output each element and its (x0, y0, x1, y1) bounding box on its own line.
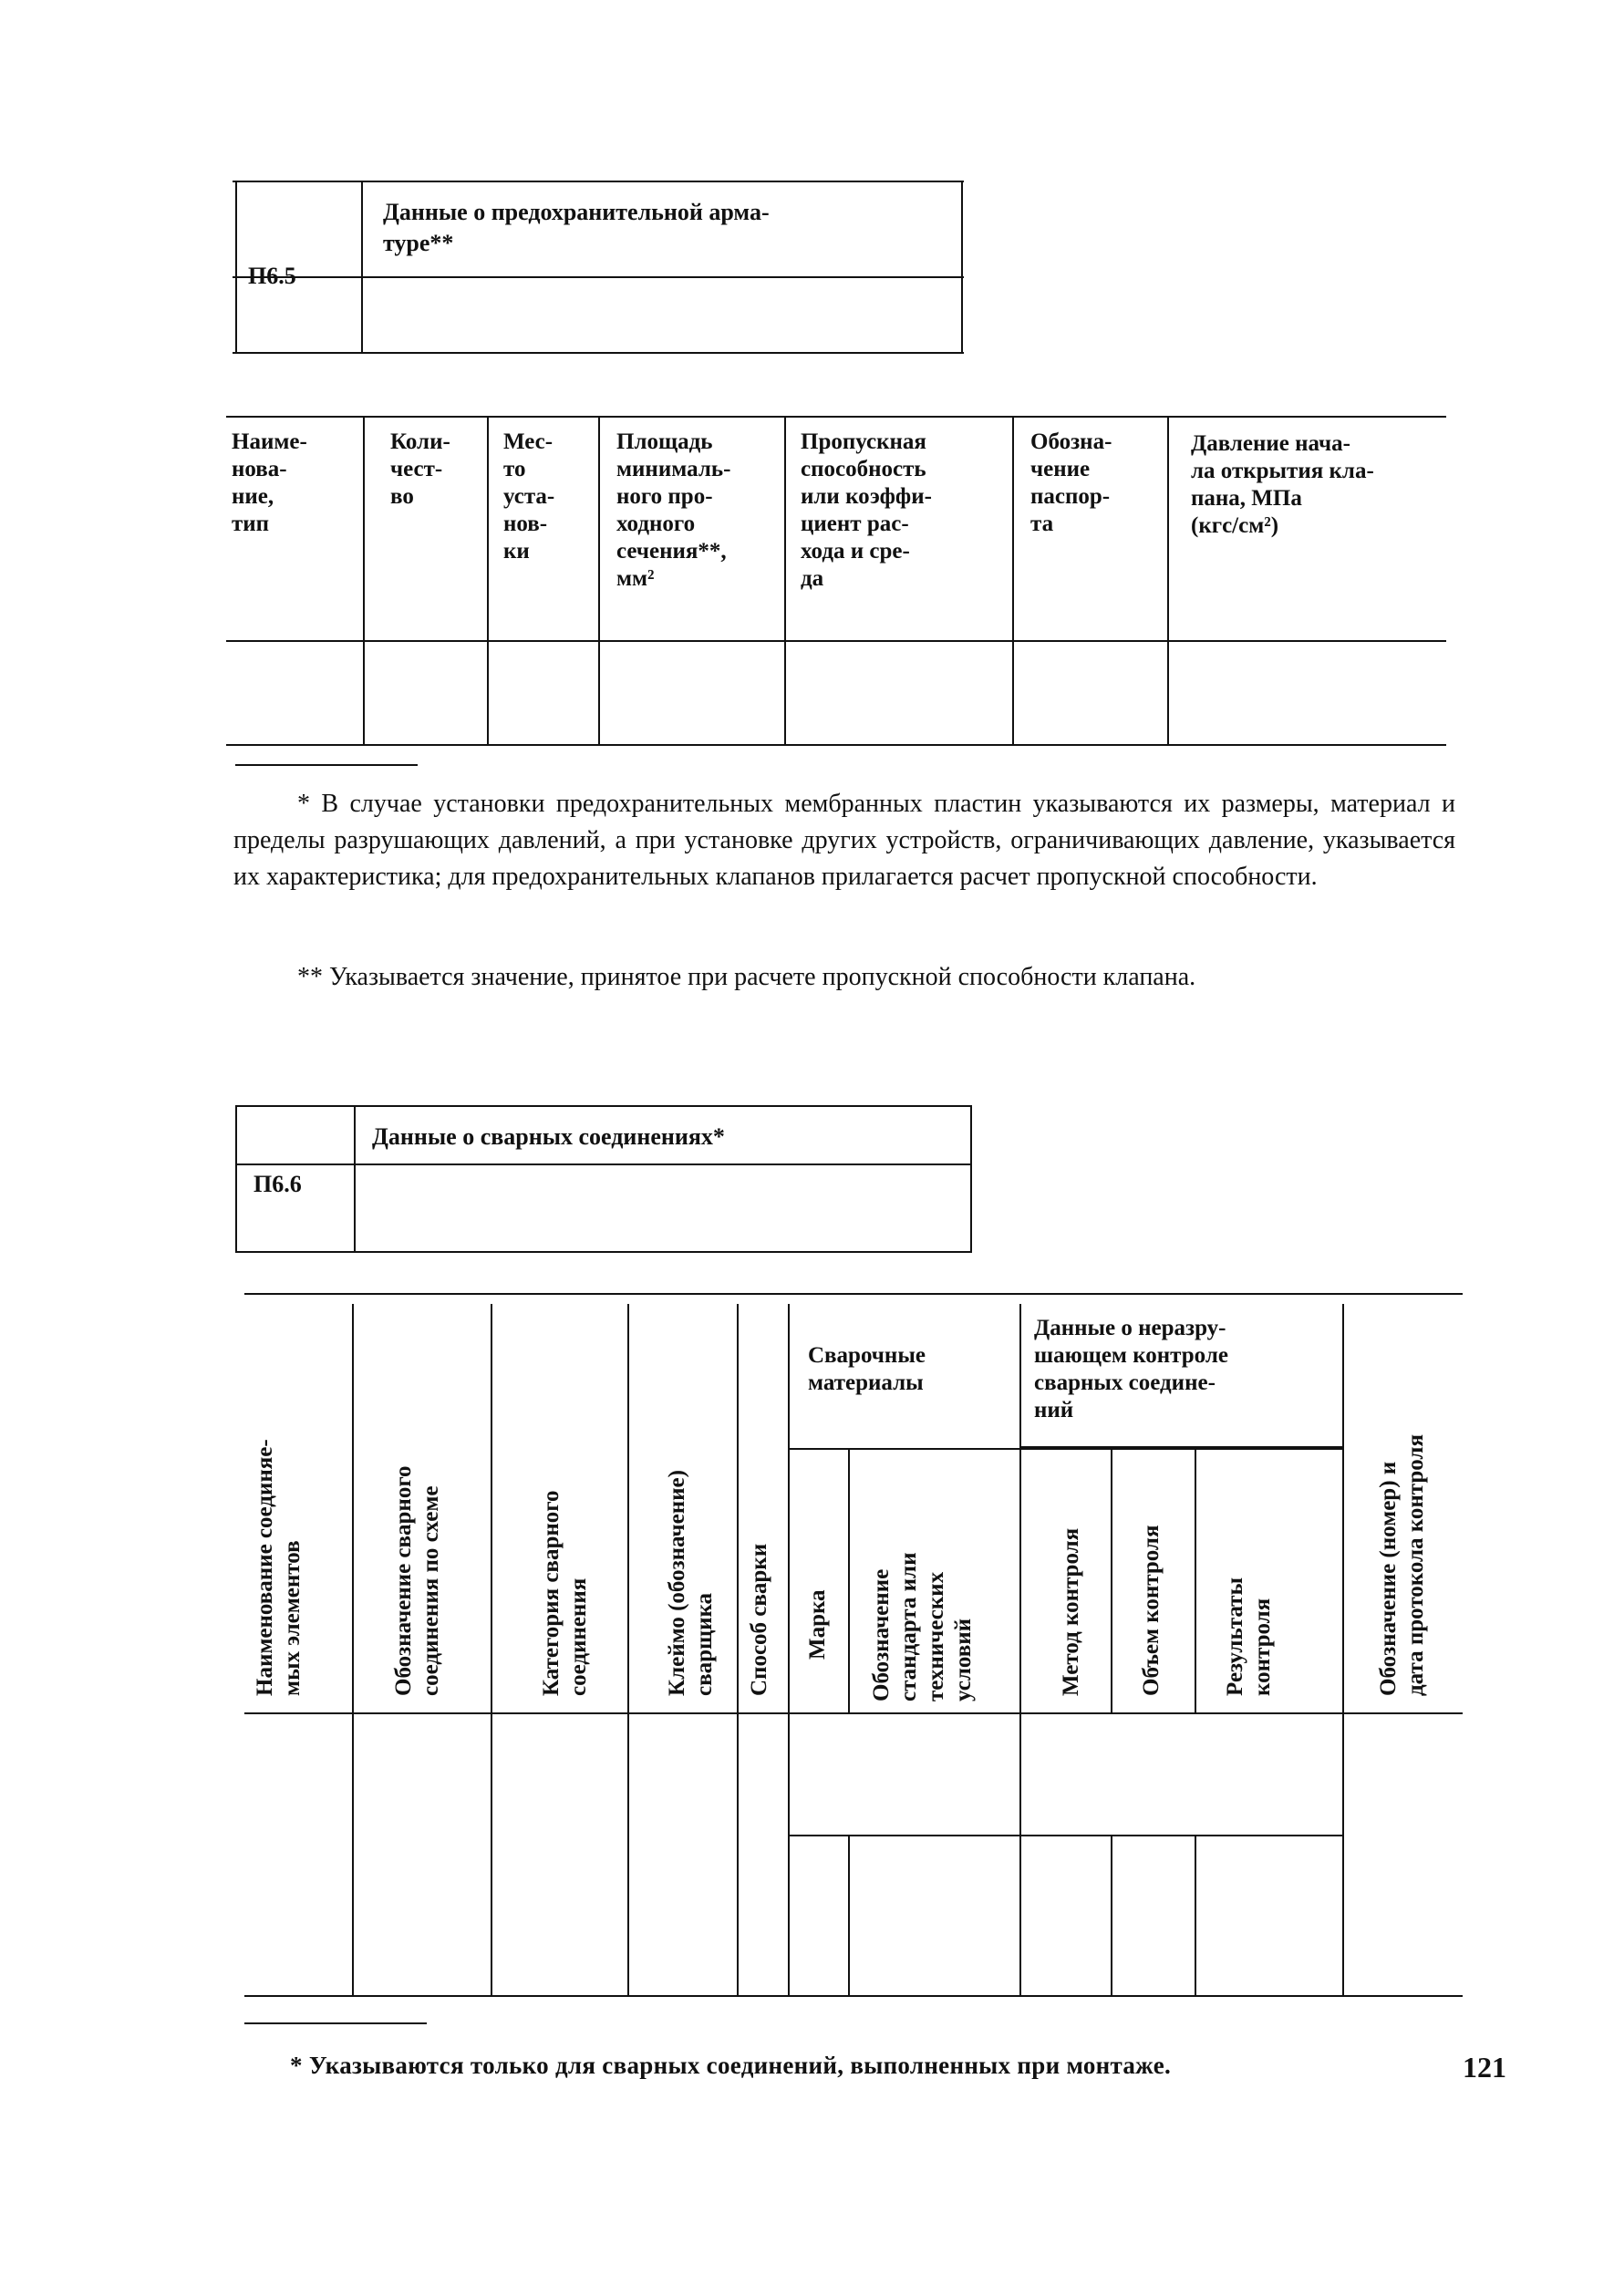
welds-header-protocol: Обозначение (номер) и дата протокола контроля (1376, 1434, 1428, 1696)
section-p65-code: П6.5 (248, 263, 296, 289)
welds-header-names: Наименование соединяе- мых элементов (253, 1439, 305, 1696)
section-p66-code: П6.6 (253, 1171, 302, 1197)
valves-header-capacity: Пропускная способность или коэффи- циент рас- хода и сре- да (801, 429, 932, 591)
footnote-p66: * Указываются только для сварных соединений, выполненных при монтаже. (290, 2052, 1172, 2079)
footnote-separator-2 (244, 2022, 427, 2024)
footnote-star2: ** Указывается значение, принятое при расчете пропускной способности клапана. (297, 963, 1196, 991)
footnote-separator (235, 764, 418, 766)
valves-header-quantity: Коли- чест- во (390, 429, 450, 509)
section-p66-title: Данные о сварных соединениях* (372, 1123, 725, 1150)
welds-header-ndt-method: Метод контроля (1059, 1527, 1083, 1696)
valves-header-area: Площадь минималь- ного про- ходного сечения**, мм² (616, 429, 731, 591)
footnote-star1: * В случае установки предохранительных мембранных пластин указываются их размеры, материал и пределы разрушающих давлений, а при установке других устройств, ограничивающих давление, указывается их характеристика; для предохранительных клапанов прилагается расчет пропускной способности. (233, 790, 1455, 891)
welds-header-standard: Обозначение стандарта или технических условий (869, 1552, 976, 1701)
welds-header-designation: Обозначение сварного соединения по схеме (391, 1465, 443, 1696)
welds-header-brand: Марка (805, 1589, 830, 1660)
welds-header-ndt-volume: Объем контроля (1139, 1525, 1164, 1696)
welds-group-ndt: Данные о неразру- шающем контроле сварных соедине- ний (1034, 1316, 1228, 1422)
valves-header-passport: Обозна- чение паспор- та (1030, 429, 1112, 536)
valves-header-pressure: Давление нача- ла открытия кла- пана, МПа (кгс/см²) (1191, 431, 1374, 538)
welds-header-ndt-results: Результаты контроля (1223, 1577, 1275, 1696)
page-number: 121 (1463, 2051, 1506, 2084)
welds-header-method: Способ сварки (747, 1543, 771, 1696)
welds-header-stamp: Клеймо (обозначение) сварщика (665, 1470, 717, 1696)
section-p65-title-line2: туре** (383, 230, 454, 256)
welds-group-materials: Сварочные материалы (808, 1343, 926, 1395)
welds-header-category: Категория сварного соединения (539, 1490, 591, 1696)
valves-header-location: Мес- то уста- нов- ки (503, 429, 555, 564)
valves-header-name: Наиме- нова- ние, тип (232, 429, 307, 536)
section-p65-title-line1: Данные о предохранительной арма- (383, 199, 770, 225)
